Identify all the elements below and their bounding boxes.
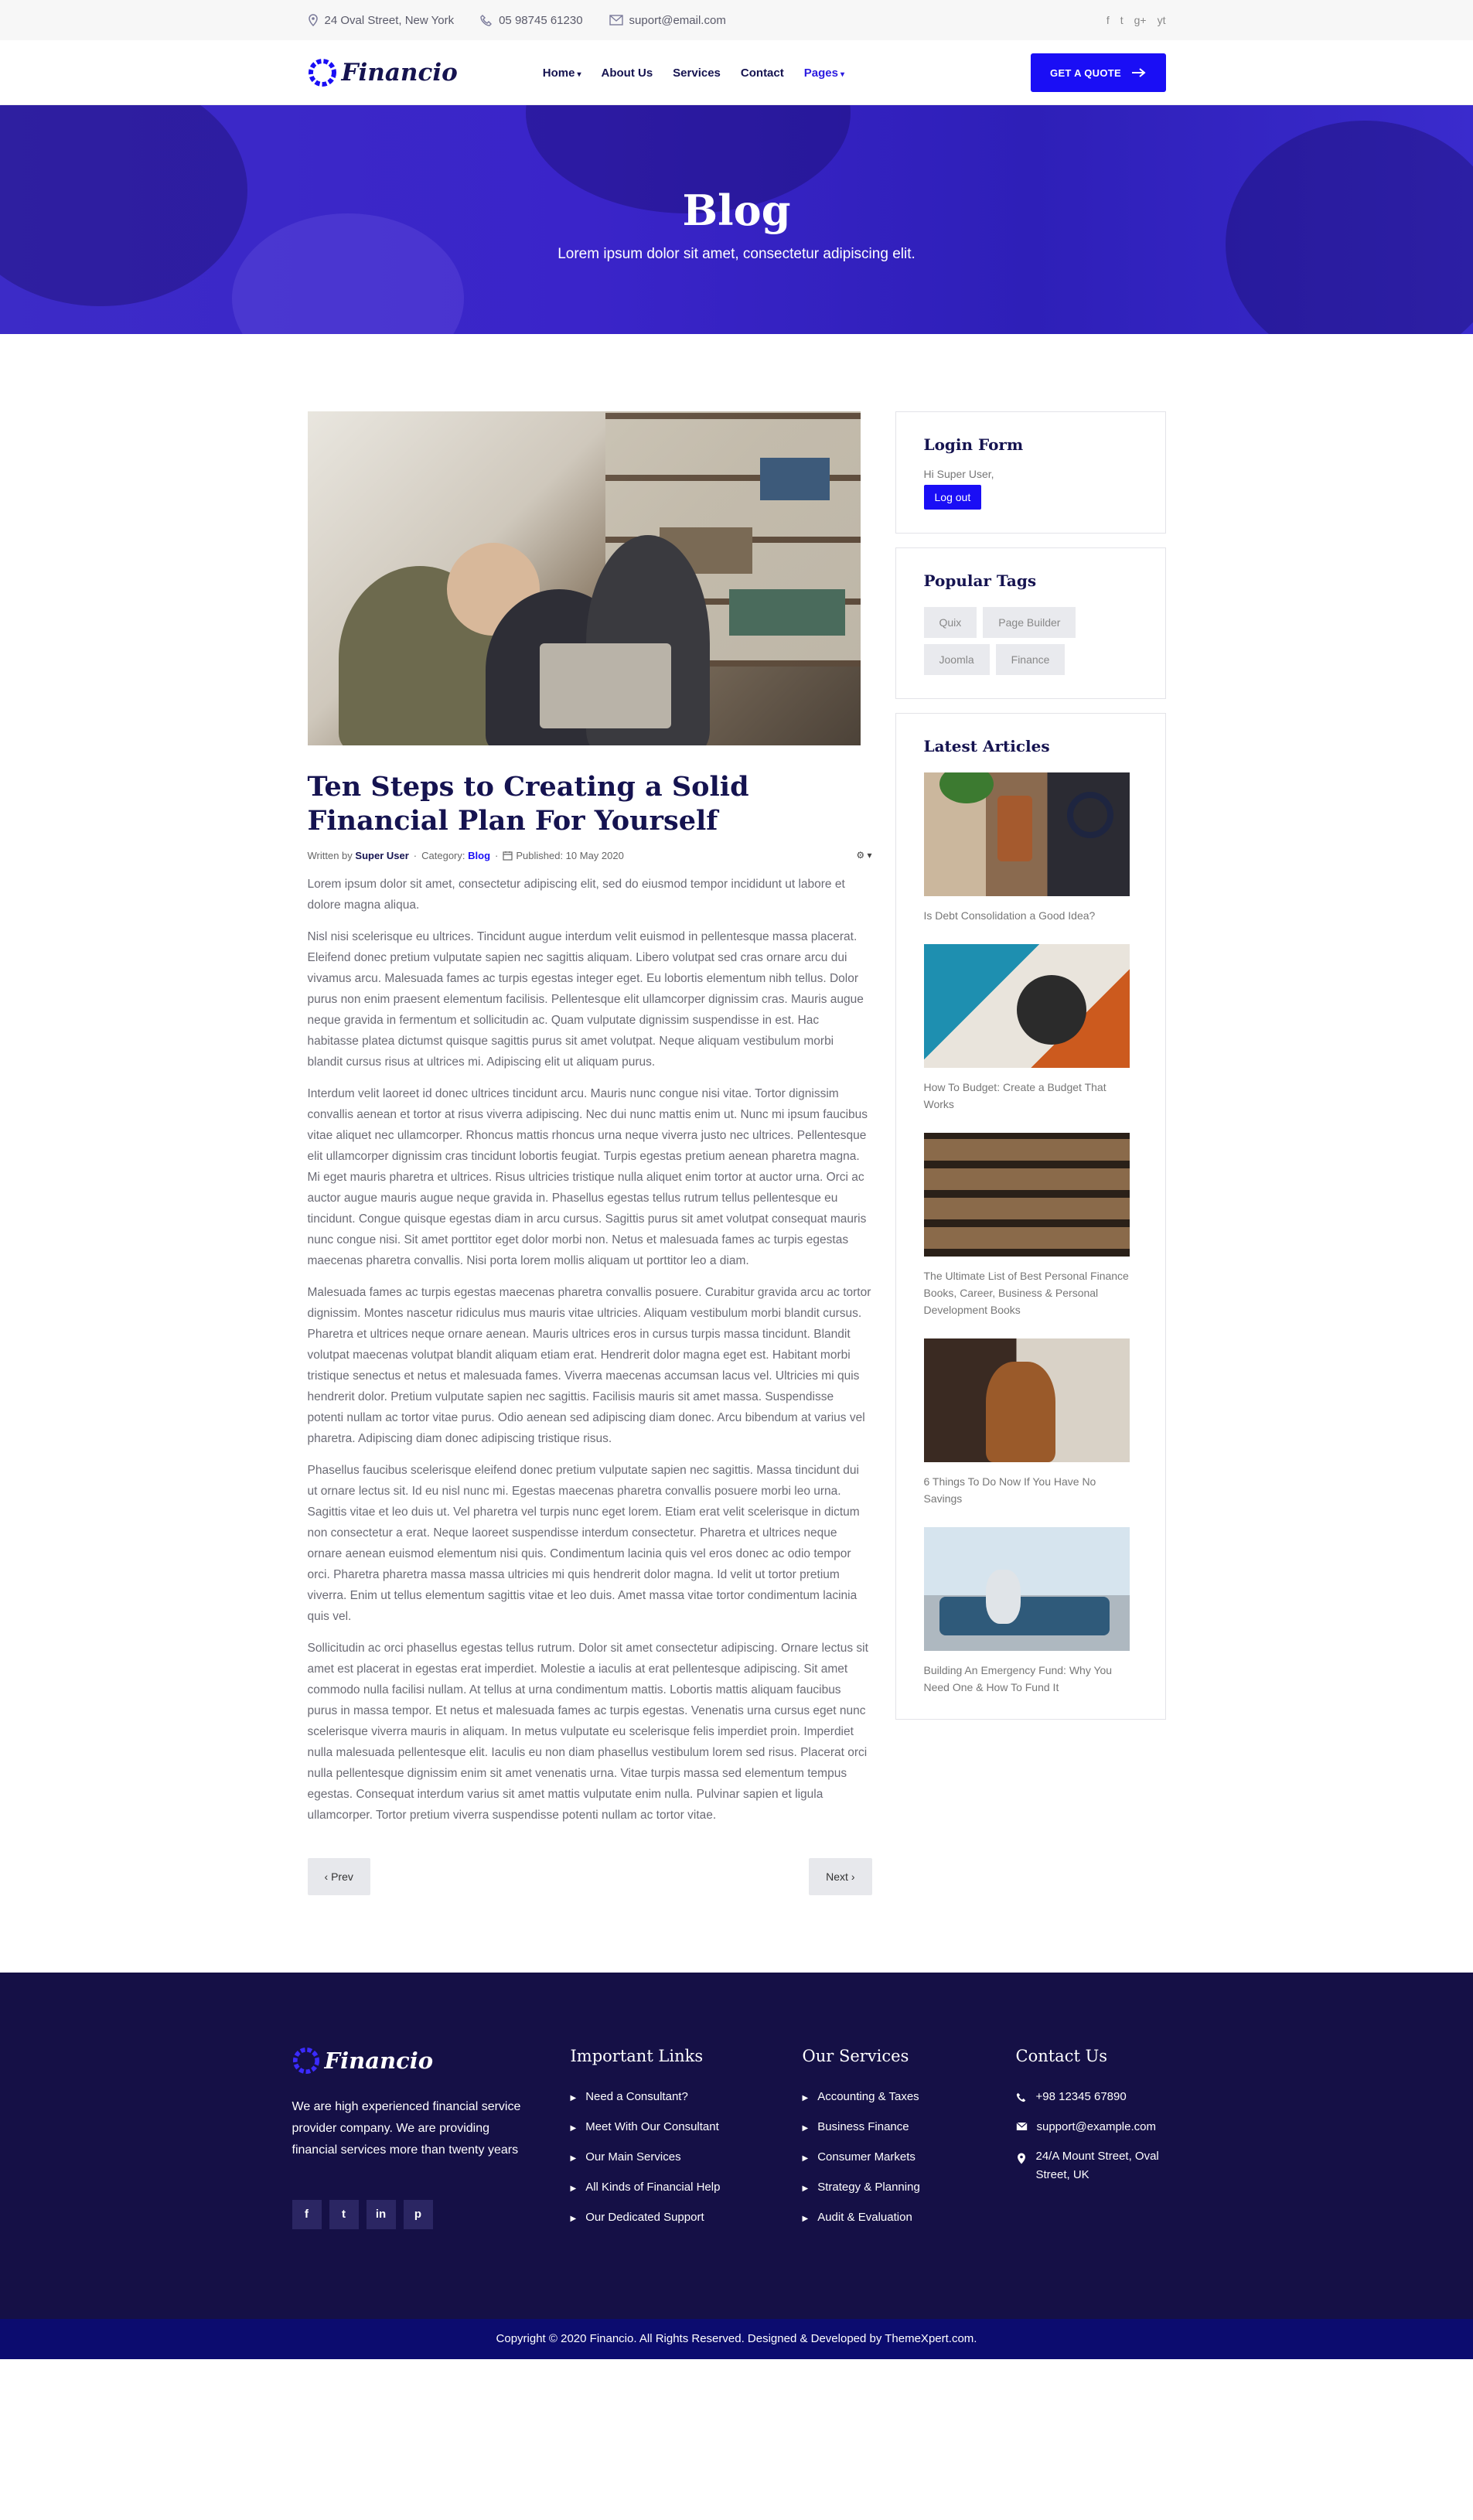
page-banner (0, 105, 1473, 334)
map-pin-icon (308, 14, 319, 26)
chevron-left-icon: ‹ (324, 1870, 332, 1883)
footer-link[interactable] (571, 2150, 803, 2164)
caret-right-icon: ▶ (570, 2093, 577, 2102)
footer-service-link[interactable] (803, 2150, 1016, 2164)
logo-icon (308, 58, 337, 87)
footer-links-title: Important Links (570, 2046, 704, 2065)
logo-text: Financio (341, 59, 458, 87)
article-paragraph: Nisl nisi scelerisque eu ultrices. Tincidunt augue interdum velit euismod in pellentesque massa placerat. Eleifend donec pretium vulputate sapien nec sagittis aliquam. Libero volutpat sed cras ornare arcu dui vivamus arcu. Malesuada fames ac turpis egestas integer eget. Eu lobortis elementum nibh tellus. Dolor purus non enim praesent elementum facilisis. Pellentesque elit ullamcorper dignissim cras. Mauris augue neque gravida in fermentum et sollicitudin ac. Quam vulputate dignissim suspendisse in est. Hac habitasse platea dictumst quisque sagittis purus sit amet volutpat. Neque aliquam vestibulum morbi blandit cursus risus at ultrices mi. Adipiscing elit ut aliquam purus. (307, 929, 864, 1069)
footer-email-text: support@example.com (1036, 2119, 1156, 2133)
tag-joomla[interactable]: Joomla (924, 644, 990, 675)
topbar-phone-text: 05 98745 61230 (499, 13, 583, 27)
latest-articles-title: Latest Articles (923, 737, 1050, 755)
tag-finance[interactable]: Finance (996, 644, 1066, 675)
article-thumbnail (924, 772, 1130, 896)
main-nav (543, 66, 844, 80)
login-greeting: Hi Super User, (923, 468, 994, 480)
footer-contact (1016, 2047, 1181, 2241)
tag-list (924, 607, 1137, 675)
latest-article-item[interactable] (924, 1133, 1137, 1318)
footer-logo[interactable] (292, 2047, 571, 2075)
footer-links (571, 2047, 803, 2241)
article-title[interactable]: Ten Steps to Creating a Solid Financial Plan For Yourself (307, 771, 749, 837)
article (308, 411, 872, 1895)
chevron-right-icon: › (847, 1870, 855, 1883)
caret-right-icon: ▶ (802, 2123, 809, 2133)
login-widget (895, 411, 1166, 534)
article-thumbnail (924, 1527, 1130, 1651)
topbar-social (1106, 14, 1166, 26)
next-button[interactable] (809, 1858, 871, 1895)
latest-article-item[interactable] (924, 1527, 1137, 1696)
footer-service-link[interactable] (803, 2211, 1016, 2224)
books-shape (760, 458, 830, 500)
sofa-shape (939, 1597, 1110, 1635)
footer-link-label: Our Dedicated Support (585, 2210, 704, 2224)
facebook-icon[interactable]: f (1106, 14, 1110, 26)
caret-right-icon: ▶ (802, 2153, 809, 2163)
linkedin-icon[interactable]: in (367, 2200, 396, 2229)
footer-service-link[interactable] (803, 2181, 1016, 2194)
logo[interactable] (308, 58, 458, 87)
nav-services[interactable]: Services (673, 66, 721, 80)
page-title: Blog (682, 186, 791, 235)
logo-icon (292, 2047, 320, 2075)
nav-home-label: Home (542, 66, 575, 80)
person-shape (986, 1362, 1055, 1462)
tag-quix[interactable]: Quix (924, 607, 977, 638)
footer-link[interactable] (571, 2211, 803, 2224)
prev-button[interactable] (308, 1858, 370, 1895)
footer-link-label: Need a Consultant? (585, 2089, 688, 2103)
article-thumbnail (924, 1133, 1130, 1257)
top-bar (0, 0, 1473, 40)
footer-logo-text: Financio (324, 2047, 434, 2074)
pinterest-icon[interactable]: p (404, 2200, 433, 2229)
twitter-icon[interactable]: t (329, 2200, 359, 2229)
caret-right-icon: ▶ (802, 2184, 809, 2193)
latest-article-item[interactable] (924, 944, 1137, 1113)
author-name: Super User (355, 849, 409, 861)
pagination (308, 1858, 872, 1895)
footer-link-label: Our Main Services (585, 2150, 681, 2164)
nav-pages[interactable] (804, 66, 844, 80)
books-shape (729, 589, 845, 636)
topbar-email[interactable] (609, 14, 726, 27)
phone-shape (997, 796, 1032, 861)
person-shape (1017, 975, 1086, 1045)
get-a-quote-label: GET A QUOTE (1050, 66, 1121, 79)
chevron-down-icon: ▾ (577, 70, 581, 79)
footer-about-text: We are high experienced financial service provider company. We are providing financial services more than twenty years (292, 2099, 521, 2157)
mail-icon (609, 15, 623, 26)
login-widget-title: Login Form (923, 435, 1024, 454)
footer-services (803, 2047, 1016, 2241)
footer-services-title: Our Services (802, 2046, 909, 2065)
published-date: Published: 10 May 2020 (516, 849, 624, 861)
footer-service-label: Business Finance (817, 2119, 909, 2133)
caret-right-icon: ▶ (570, 2123, 577, 2133)
map-pin-icon (1016, 2152, 1027, 2165)
site-header (0, 40, 1473, 105)
footer-link[interactable] (571, 2181, 803, 2194)
google-plus-icon[interactable]: g+ (1134, 14, 1147, 26)
facebook-icon[interactable]: f (292, 2200, 322, 2229)
article-paragraph: Sollicitudin ac orci phasellus egestas tellus rutrum. Dolor sit amet consectetur adipiscing. Ornare lectus sit amet est placerat in egestas erat imperdiet. Molestie a iaculis at erat pellentesque adipiscing. Sit amet commodo nulla facilisi nullam. At tellus at urna condimentum mattis. Lobortis mattis aliquam faucibus purus in massa tempor. Et netus et malesuada fames ac turpis egestas. Venenatis urna cursus eget nunc scelerisque viverra mauris in aliquam. In metus vulputate eu scelerisque felis imperdiet proin. Imperdiet nulla malesuada pellentesque elit. Iaculis eu non diam phasellus vestibulum lorem sed risus. Placerat orci nulla pellentesque dignissim enim sit amet venenatis urna. Vitae turpis massa sed elementum tempus egestas. Consequat interdum varius sit amet mattis vulputate enim nulla. Pulvinar sapien et ligula ullamcorper. Tortor pretium viverra suspendisse potenti nullam ac tortor vitae. (307, 1641, 868, 1822)
plant-shape (939, 772, 994, 803)
meta-separator: · (413, 849, 418, 861)
footer-address (1016, 2150, 1181, 2184)
footer-service-label: Consumer Markets (817, 2150, 916, 2164)
chevron-down-icon: ▾ (840, 70, 844, 79)
site-footer (0, 1973, 1473, 2319)
tag-page-builder[interactable]: Page Builder (983, 607, 1076, 638)
page-subtitle: Lorem ipsum dolor sit amet, consectetur adipiscing elit. (557, 246, 916, 262)
article-thumbnail (924, 944, 1130, 1068)
article-paragraph: Lorem ipsum dolor sit amet, consectetur adipiscing elit, sed do eiusmod tempor incididunt ut labore et dolore magna aliqua. (307, 877, 845, 912)
footer-social (292, 2200, 571, 2229)
main-content (0, 334, 1473, 1973)
latest-article-item[interactable] (924, 1338, 1137, 1507)
article-paragraph: Interdum velit laoreet id donec ultrices tincidunt arcu. Mauris nunc congue nisi vitae. Tortor dignissim convallis aenean et tortor at risus viverra adipiscing. Nec dui nunc mattis enim ut. Nunc mi ipsum faucibus vitae aliquet nec ullamcorper. Rhoncus mattis rhoncus urna neque viverra justo nec ultrices. Pellentesque elit ullamcorper dignissim cras tincidunt lobortis feugiat. Turpis egestas pretium aenean pharetra magna. Mi eget mauris pharetra et ultrices. Risus ultricies tristique nulla aliquet enim tortor at auctor urna. Orci ac auctor augue mauris augue neque gravida in. Phasellus egestas tellus rutrum tellus pellentesque eu tincidunt. Congue quisque egestas diam in arcu cursus. Sagittis purus sit amet volutpat consequat mauris nunc congue nisi. Sit amet porttitor eget dolor morbi non. Netus et malesuada fames ac turpis egestas maecenas pharetra convallis. Nisi porta lorem mollis aliquam ut porttitor leo a diam. (307, 1086, 868, 1267)
meta-separator: · (495, 849, 499, 861)
footer-about (292, 2047, 571, 2241)
sidebar (895, 411, 1166, 1895)
topbar-phone[interactable] (480, 14, 582, 27)
next-label: Next (826, 1870, 848, 1883)
nav-pages-label: Pages (803, 66, 838, 80)
footer-contact-title: Contact Us (1015, 2046, 1108, 2065)
article-meta (308, 850, 872, 861)
written-by-label: Written by (307, 849, 353, 861)
latest-article-title: Building An Emergency Fund: Why You Need One & How To Fund It (923, 1664, 1113, 1693)
logout-button[interactable]: Log out (924, 485, 982, 510)
footer-service-label: Audit & Evaluation (817, 2210, 912, 2224)
nav-contact[interactable]: Contact (740, 66, 784, 80)
topbar-address-text: 24 Oval Street, New York (324, 13, 455, 27)
footer-service-label: Strategy & Planning (817, 2180, 920, 2194)
latest-article-title: How To Budget: Create a Budget That Works (923, 1081, 1106, 1110)
footer-link[interactable] (571, 2120, 803, 2133)
topbar-email-text: suport@email.com (629, 13, 726, 27)
copyright-bar (0, 2319, 1473, 2359)
copyright-text: Copyright © 2020 Financio. All Rights Reserved. Designed & Developed by ThemeXpert.com. (496, 2331, 977, 2345)
footer-link-label: Meet With Our Consultant (585, 2119, 719, 2133)
tags-widget (895, 547, 1166, 699)
category-label: Category: (421, 849, 465, 861)
calendar-icon (503, 851, 513, 861)
caret-right-icon: ▶ (570, 2214, 577, 2223)
mail-icon (1016, 2122, 1028, 2131)
footer-service-label: Accounting & Taxes (817, 2089, 919, 2103)
nav-about[interactable]: About Us (601, 66, 653, 80)
latest-article-title: The Ultimate List of Best Personal Finance Books, Career, Business & Personal Development Books (923, 1270, 1129, 1316)
latest-article-item[interactable] (924, 772, 1137, 924)
arrow-right-icon (1132, 68, 1146, 77)
laptop-shape (540, 643, 671, 728)
caret-right-icon: ▶ (802, 2093, 809, 2102)
latest-article-title: Is Debt Consolidation a Good Idea? (923, 909, 1096, 922)
article-tools-gear-icon[interactable]: ⚙ ▾ (856, 850, 872, 861)
tags-widget-title: Popular Tags (923, 571, 1037, 590)
latest-article-title: 6 Things To Do Now If You Have No Savings (923, 1475, 1096, 1505)
article-paragraph: Malesuada fames ac turpis egestas maecenas pharetra convallis posuere. Curabitur gravida arcu ac tortor dignissim. Montes nascetur ridiculus mus mauris vitae ultricies. Aliquam vestibulum morbi blandit cursus. Pharetra et ultrices neque ornare aenean. Mauris ultrices eros in cursus turpis massa tincidunt. Blandit volutpat maecenas volutpat blandit aliquam etiam erat. Hendrerit dolor magna eget est. Habitant morbi tristique senectus et netus et malesuada fames. Viverra maecenas accumsan lacus vel. Ultricies mi quis hendrerit dolor. Pretium vulputate sapien nec sagittis. Facilisis mauris sit amet massa. Suspendisse potenti nullam ac tortor vitae purus. Odio aenean sed adipiscing diam donec. Arcu bibendum at varius vel pharetra. Adipiscing diam donec adipiscing tristique risus. (307, 1285, 871, 1445)
twitter-icon[interactable]: t (1120, 14, 1124, 26)
phone-icon (480, 14, 493, 26)
article-image (308, 411, 861, 745)
youtube-icon[interactable]: yt (1157, 14, 1166, 26)
caret-right-icon: ▶ (802, 2214, 809, 2223)
headphones-shape (1067, 792, 1113, 838)
footer-phone-text: +98 12345 67890 (1035, 2089, 1127, 2103)
footer-link[interactable] (571, 2090, 803, 2103)
footer-service-link[interactable] (803, 2120, 1016, 2133)
article-thumbnail (924, 1338, 1130, 1462)
footer-email[interactable] (1016, 2120, 1181, 2133)
caret-right-icon: ▶ (570, 2184, 577, 2193)
article-paragraph: Phasellus faucibus scelerisque eleifend donec pretium vulputate sapien nec sagittis. Massa tincidunt dui ut ornare lectus sit. Id eu nisl nunc mi. Egestas maecenas pharetra convallis posuere morbi leo urna. Sagittis vitae et leo duis ut. Vel pharetra vel turpis nunc eget lorem. Etiam erat velit scelerisque in dictum non consectetur a erat. Neque laoreet suspendisse interdum consectetur. Pharetra et ultrices neque ornare aenean euismod elementum nisi quis. Condimentum lacinia quis vel eros donec ac odio tempor orci. Pharetra pharetra massa massa ultricies mi quis hendrerit dolor magna. Id velit ut tortor pretium viverra. Enim ut tellus elementum sagittis vitae et leo duis. Amet massa vitae tortor condimentum lacinia quis vel. (307, 1463, 860, 1623)
prev-label: Prev (331, 1870, 353, 1883)
category-link[interactable]: Blog (468, 849, 491, 861)
footer-phone[interactable] (1016, 2090, 1181, 2103)
caret-right-icon: ▶ (570, 2153, 577, 2163)
get-a-quote-button[interactable] (1031, 53, 1166, 92)
latest-articles-widget (895, 713, 1166, 1720)
phone-icon (1016, 2092, 1027, 2102)
footer-service-link[interactable] (803, 2090, 1016, 2103)
person-shape (986, 1570, 1021, 1624)
footer-link-label: All Kinds of Financial Help (585, 2180, 721, 2194)
topbar-address (308, 14, 455, 27)
footer-address-text: 24/A Mount Street, Oval Street, UK (1035, 2149, 1159, 2181)
nav-home[interactable] (543, 66, 581, 80)
